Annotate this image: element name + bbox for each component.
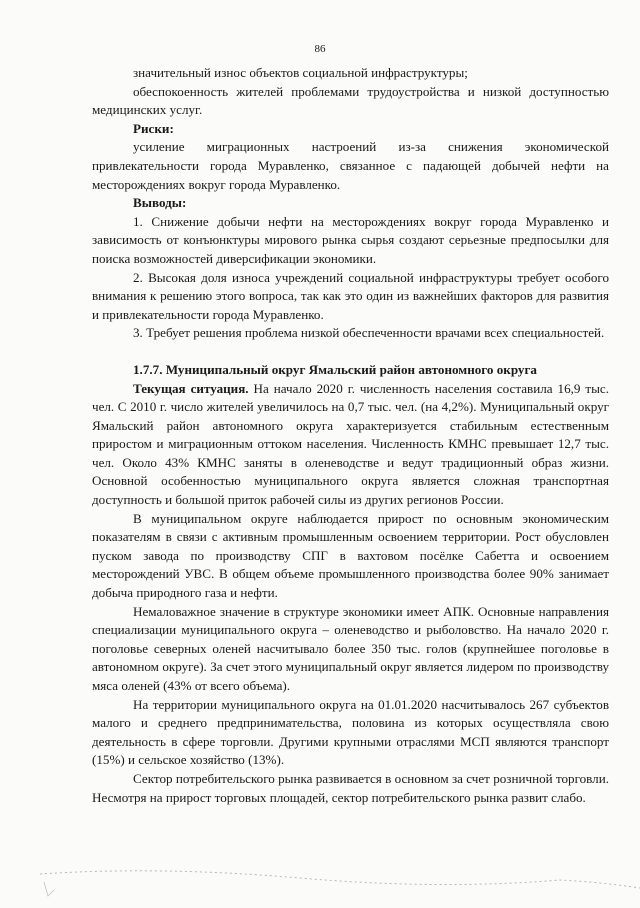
paragraph: усиление миграционных настроений из-за снижения экономической привлекательности города Муравленко, связанное с падающей добычей нефти на месторождениях вокруг города Муравленко. <box>92 139 609 192</box>
section-title: 1.7.7. Муниципальный округ Ямальский район автономного округа <box>133 361 537 377</box>
paragraph-text: На начало 2020 г. численность населения составила 16,9 тыс. чел. С 2010 г. число жителей увеличилось на 0,7 тыс. чел. (на 4,2%). Муниципальный округ Ямальский район автономного округа характеризуется стабильным естественным приростом и миграционным оттоком населения. Численность КМНС превышает 12,7 тыс. чел. Около 43% КМНС заняты в оленеводстве и ведут традиционный образ жизни. Основной особенностью муниципального округа является сложная транспортная доступность и большой приток рабочей силы из других регионов России. <box>92 380 609 508</box>
paragraph <box>92 380 609 510</box>
conclusion-item: 2. Высокая доля износа учреждений социальной инфраструктуры требует особого внимания к решению этого вопроса, так как это один из важнейших факторов для развития и привлекательности города Муравленко. <box>92 269 609 322</box>
paragraph: В муниципальном округе наблюдается прирост по основным экономическим показателям в связи с активным промышленным освоением территории. Рост обусловлен пуском завода по производству СПГ в вахтовом посёлке Сабетта и освоением месторождений УВС. В общем объеме промышленного производства более 90% занимает добыча природного газа и нефти. <box>92 510 609 601</box>
page-number: 86 <box>314 43 326 55</box>
paragraph: обеспокоенность жителей проблемами трудоустройства и низкой доступностью медицинских услуг. <box>92 83 609 118</box>
current-situation-lead: Текущая ситуация. <box>133 380 249 396</box>
conclusions-heading: Выводы: <box>133 195 187 211</box>
risks-heading: Риски: <box>133 120 174 136</box>
paragraph: На территории муниципального округа на 01.01.2020 насчитывалось 267 субъектов малого и среднего предпринимательства, половина из которых осуществляла свою деятельность в сфере торговли. Другими крупными отраслями МСП являются транспорт (15%) и сельское хозяйство (13%). <box>92 696 609 768</box>
paragraph: Сектор потребительского рынка развивается в основном за счет розничной торговли. Несмотря на прирост торговых площадей, сектор потребительского рынка развит слабо. <box>92 770 609 805</box>
paragraph: значительный износ объектов социальной инфраструктуры; <box>133 65 468 80</box>
document-body <box>92 64 609 807</box>
paragraph: Немаловажное значение в структуре экономики имеет АПК. Основные направления специализации муниципального округа – оленеводство и рыболовство. На начало 2020 г. поголовье северных оленей насчитывало более 350 тыс. голов (крупнейшее поголовье в автономном округе). За счет этого муниципальный округ является лидером по производству мяса оленей (43% от всего объема). <box>92 603 609 693</box>
conclusion-item: 1. Снижение добычи нефти на месторождениях вокруг города Муравленко и зависимость от конъюнктуры мирового рынка сырья создают серьезные предпосылки для поиска возможностей диверсификации экономики. <box>92 213 609 266</box>
scan-artifact <box>0 868 640 908</box>
conclusion-item: 3. Требует решения проблема низкой обеспеченности врачами всех специальностей. <box>133 325 605 341</box>
